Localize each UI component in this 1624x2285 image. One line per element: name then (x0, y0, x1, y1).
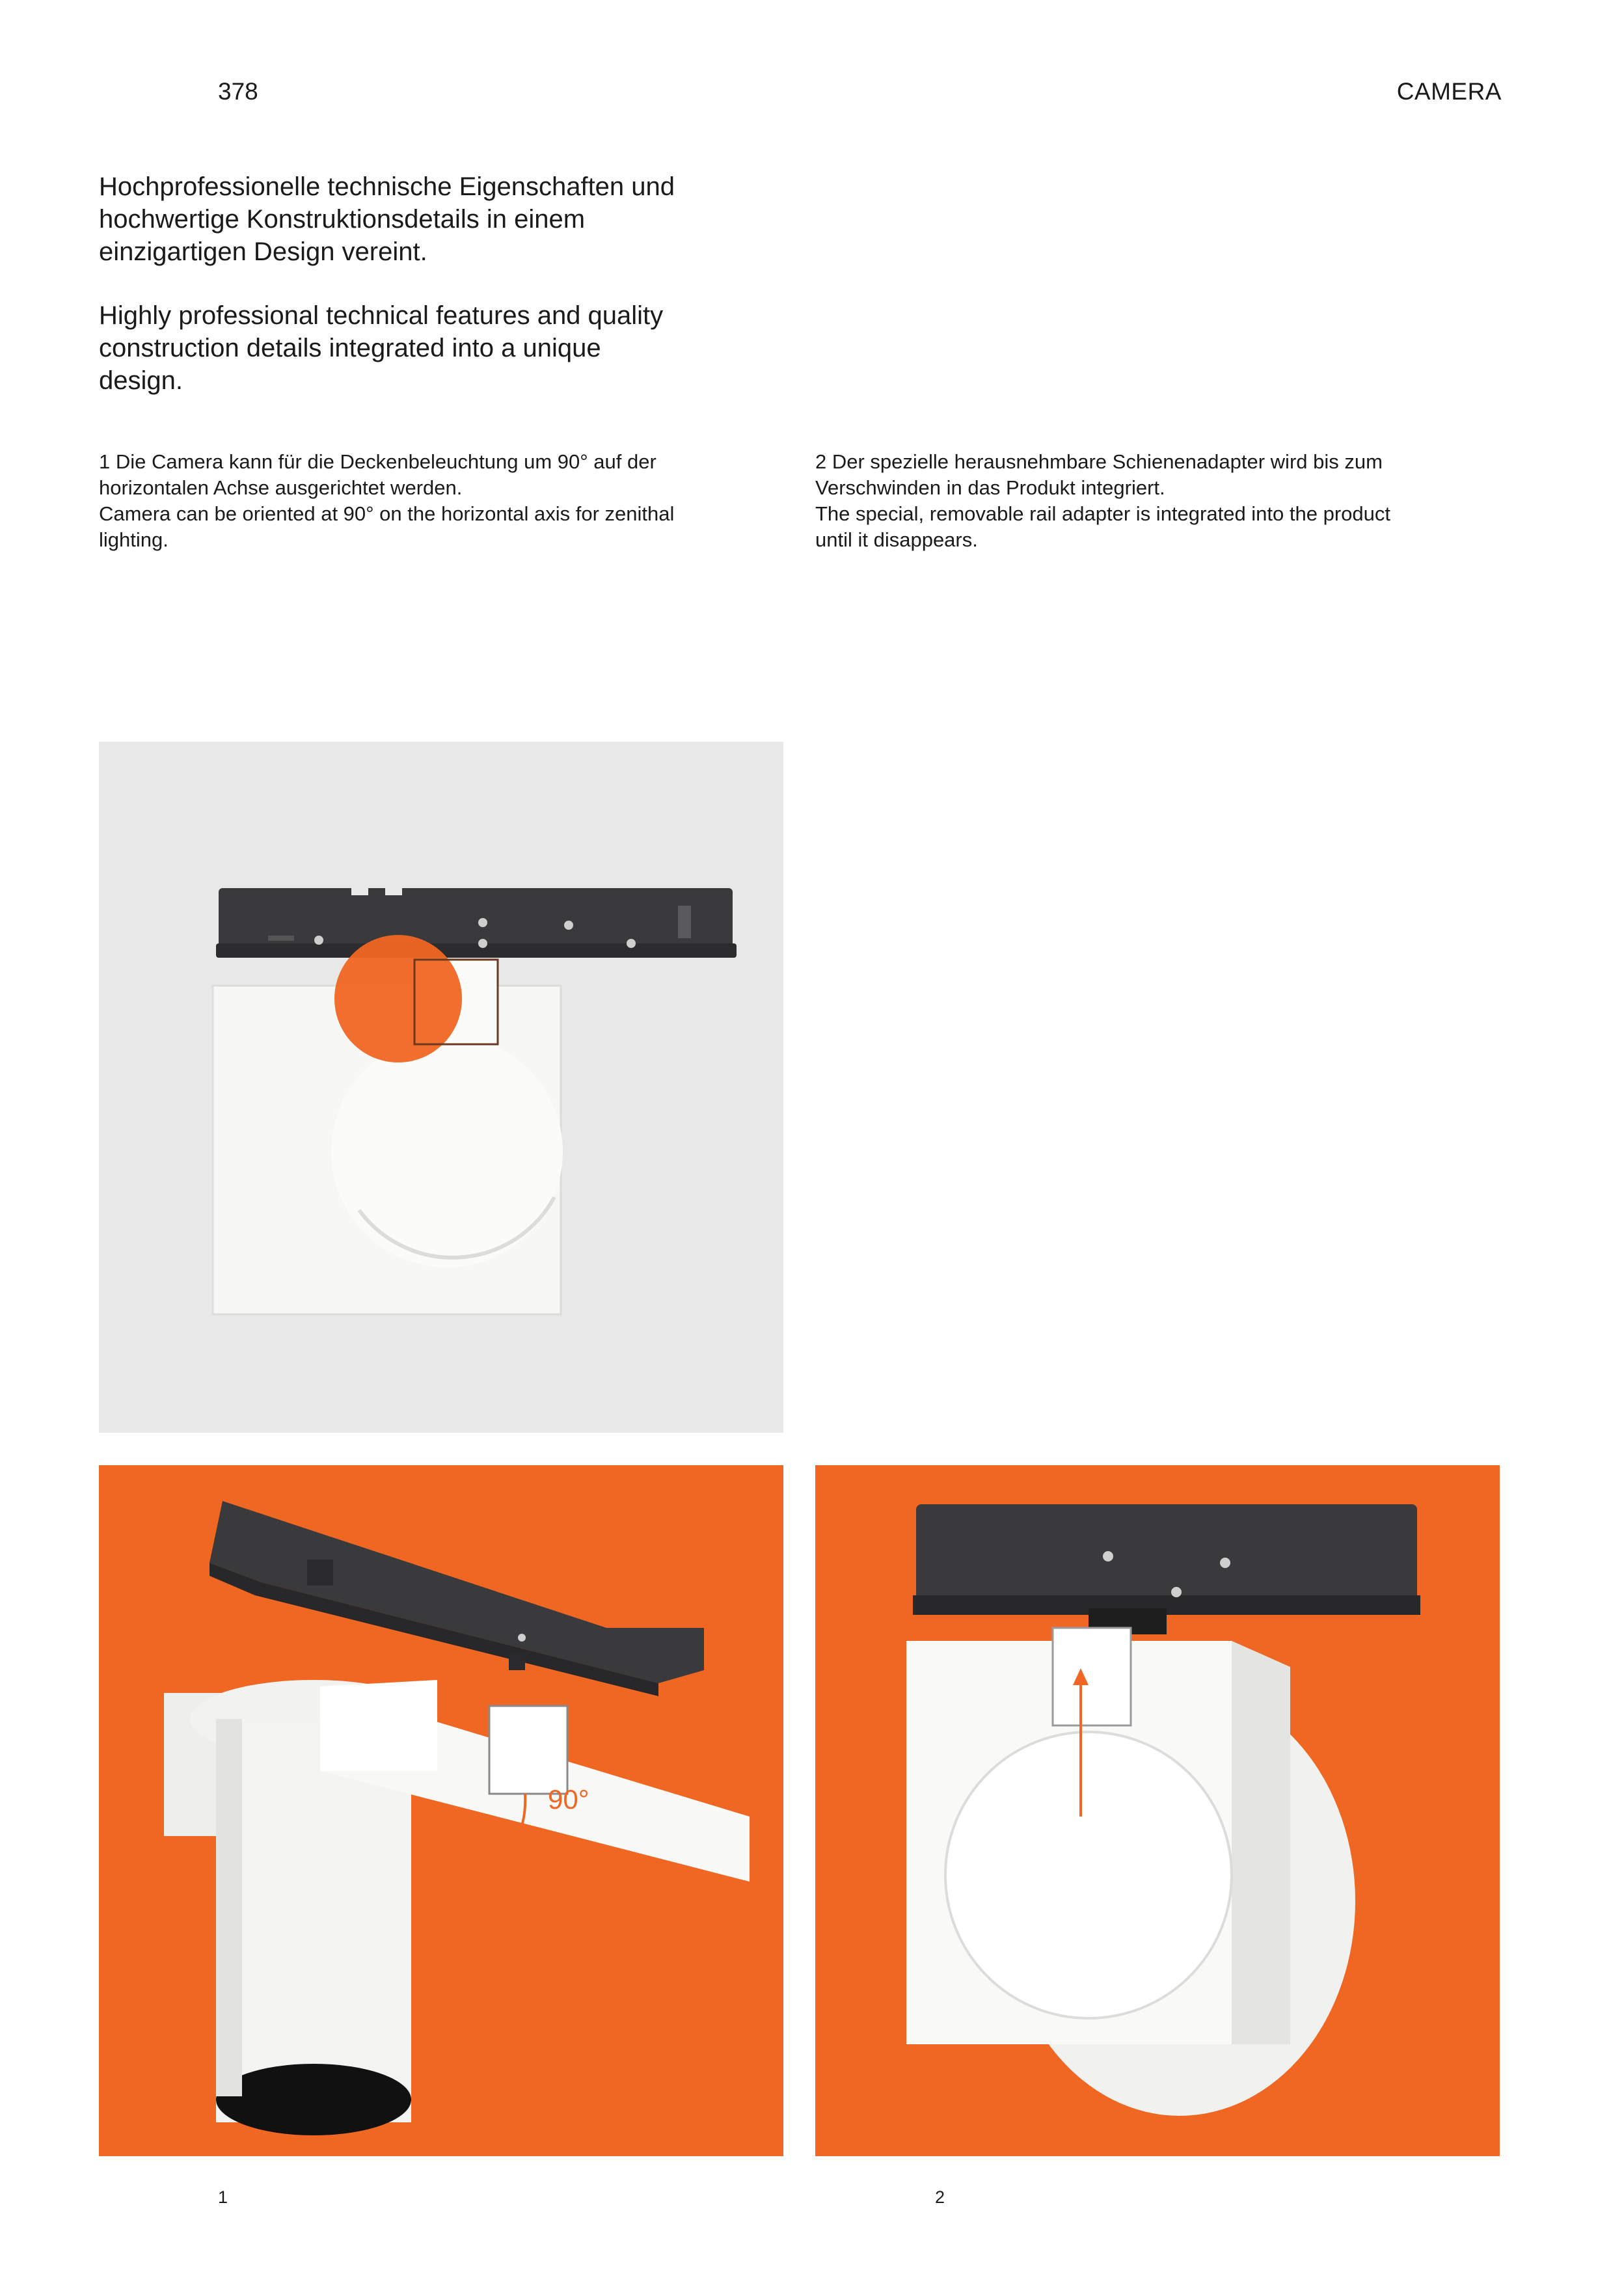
rotation-view-illustration (99, 1465, 783, 2156)
luminaire-body (906, 1628, 1355, 2116)
adapter-insertion-image (815, 1465, 1500, 2156)
caption-2-english: The special, removable rail adapter is integrated into the product until it disappears. (815, 502, 1390, 551)
luminaire-body (164, 1680, 750, 2135)
section-title: CAMERA (1396, 78, 1502, 105)
figure-number-2: 2 (935, 2187, 945, 2207)
rotation-angle-label: 90° (548, 1784, 589, 1815)
caption-1-english: Camera can be oriented at 90° on the horizontal axis for zenithal lighting. (99, 502, 675, 551)
track-rail (210, 1501, 704, 1696)
figure-number-1: 1 (218, 2187, 228, 2207)
front-view-illustration (99, 742, 783, 1433)
intro-text-german: Hochprofessionelle technische Eigenschaften und hochwertige Konstruktionsdetails in einem einzigartigen Design vereint. (99, 172, 675, 266)
front-view-image (99, 742, 783, 1433)
caption-2-german: 2 Der spezielle herausnehmbare Schienenadapter wird bis zum Verschwinden in das Produkt integriert. (815, 450, 1383, 499)
adapter-insertion-illustration (815, 1465, 1500, 2156)
caption-1-german: 1 Die Camera kann für die Deckenbeleuchtung um 90° auf der horizontalen Achse ausgerichtet werden. (99, 450, 656, 499)
intro-text-english: Highly professional technical features and quality construction details integrated into a unique design. (99, 301, 664, 395)
track-rail (216, 886, 737, 958)
track-rail (913, 1504, 1420, 1634)
rotation-view-image (99, 1465, 783, 2156)
page-number: 378 (218, 78, 258, 105)
caption-2 (815, 449, 1420, 553)
caption-1 (99, 449, 704, 553)
